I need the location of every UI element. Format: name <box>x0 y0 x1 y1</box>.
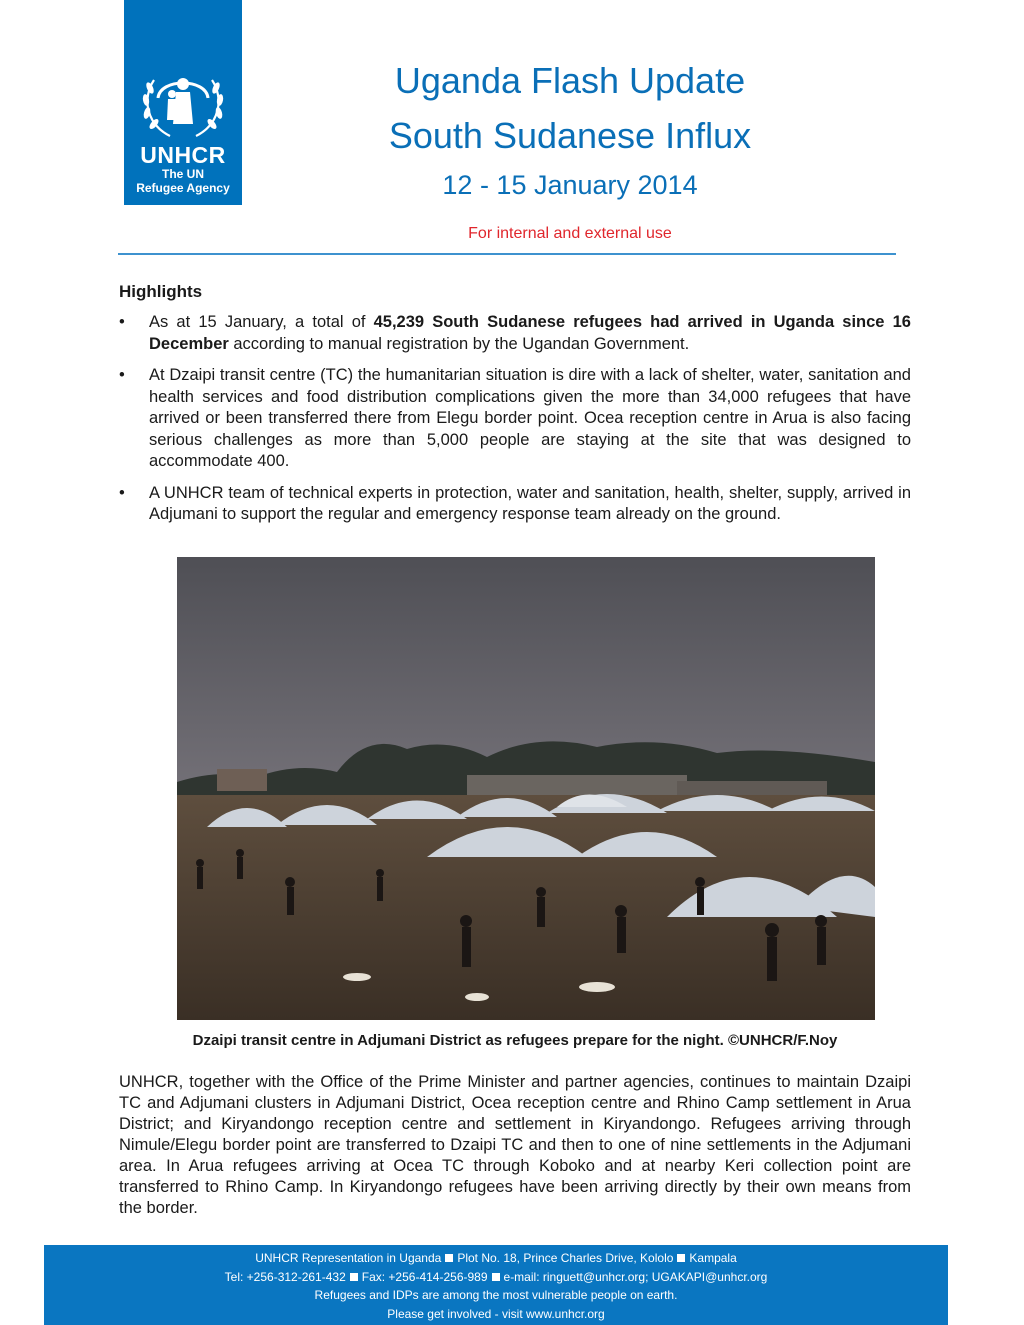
highlight-item <box>119 483 911 526</box>
logo-tagline <box>124 167 242 195</box>
highlights-heading: Highlights <box>119 282 203 301</box>
footer-cta[interactable]: Please get involved - visit www.unhcr.org <box>387 1306 605 1321</box>
bullet-icon: • <box>119 313 125 331</box>
logo-tagline-line2: Refugee Agency <box>136 181 230 195</box>
document-date-range: 12 - 15 January 2014 <box>442 170 698 200</box>
body-paragraph: UNHCR, together with the Office of the Prime Minister and partner agencies, continues to maintain Dzaipi TC and Adjumani clusters in Adjumani District, Ocea reception centre and Rhino Camp settlement in Arua District; and Kiryandongo reception centre and settlement in Kiryandongo. Refugees arriving through Nimule/Elegu border point are transferred to Dzaipi TC and then to one of nine settlements in the Adjumani area. In Arua refugees arriving at Ocea TC through Koboko and at nearby Keri collection point are transferred to Rhino Camp. In Kiryandongo refugees have been arriving directly by their own means from the border. <box>119 1073 911 1217</box>
highlight-item <box>119 365 911 473</box>
photo-caption: Dzaipi transit centre in Adjumani District as refugees prepare for the night. ©UNHCR/F.Noy <box>192 1032 838 1049</box>
footer <box>44 1245 948 1325</box>
unhcr-emblem-icon <box>140 68 226 140</box>
document-title: Uganda Flash Update <box>394 60 746 101</box>
footer-address: Plot No. 18, Prince Charles Drive, Kololo <box>457 1251 674 1265</box>
camp-photo-illustration <box>177 557 875 1020</box>
square-separator-icon <box>445 1254 453 1262</box>
square-separator-icon <box>677 1254 685 1262</box>
bullet-icon: • <box>119 366 125 384</box>
footer-tel: Tel: +256-312-261-432 <box>224 1269 346 1284</box>
highlight-text: At Dzaipi transit centre (TC) the humanitarian situation is dire with a lack of shelter, water, sanitation and health services and food distribution complications given the more than 34,000 refugees that have arrived or been transferred there from Elegu border point. Ocea reception centre in Arua is also facing serious challenges as more than 5,000 people are staying at the site that was designed to accommodate 400. <box>149 366 911 470</box>
unhcr-logo <box>124 0 242 205</box>
bullet-icon: • <box>119 483 125 502</box>
highlight-text-post: according to manual registration by the Ugandan Government. <box>228 334 690 353</box>
footer-address-line <box>44 1245 948 1268</box>
camp-photo <box>177 557 875 1020</box>
footer-org: UNHCR Representation in Uganda <box>255 1251 442 1265</box>
highlight-text: A UNHCR team of technical experts in protection, water and sanitation, health, shelter, supply, arrived in Adjumani to support the regular and emergency response team already on the ground. <box>149 483 911 523</box>
logo-acronym: UNHCR <box>140 142 226 168</box>
square-separator-icon <box>492 1273 500 1281</box>
square-separator-icon <box>350 1273 358 1281</box>
usage-note: For internal and external use <box>468 225 672 242</box>
highlight-text-bold: 45,239 South Sudanese refugees had arrived in Uganda since 16 December <box>149 313 911 353</box>
logo-tagline-line1: The UN <box>162 167 204 181</box>
footer-city: Kampala <box>689 1251 737 1265</box>
document-subtitle: South Sudanese Influx <box>388 115 752 156</box>
footer-fax: Fax: +256-414-256-989 <box>361 1269 488 1284</box>
highlights-list <box>119 312 911 536</box>
highlight-item <box>119 312 911 355</box>
highlight-text-pre: As at 15 January, a total of <box>149 313 374 331</box>
footer-contact-line <box>44 1268 948 1287</box>
footer-slogan: Refugees and IDPs are among the most vulnerable people on earth. <box>314 1288 678 1302</box>
footer-email[interactable]: e-mail: ringuett@unhcr.org; UGAKAPI@unhcr.org <box>503 1269 768 1284</box>
header-divider <box>118 253 896 255</box>
